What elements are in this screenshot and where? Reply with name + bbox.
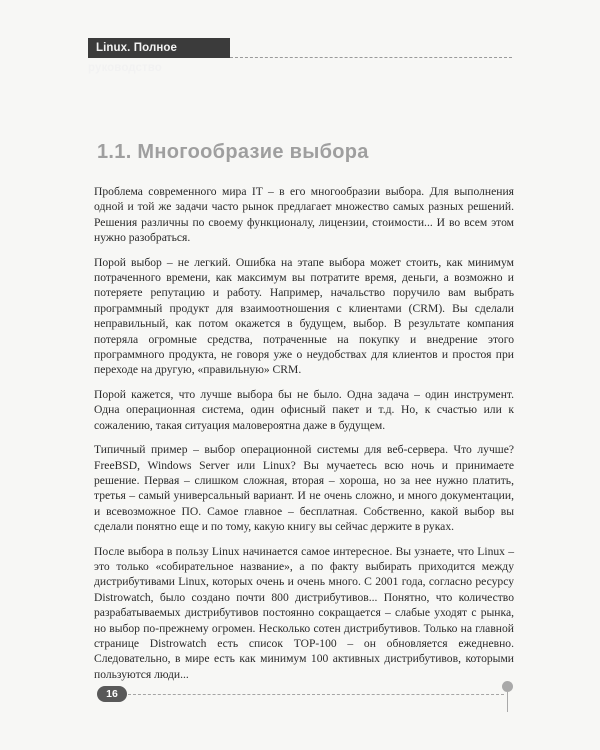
body-text	[94, 184, 514, 691]
footer-dot-ornament	[502, 681, 513, 692]
paragraph-2: Порой выбор – не легкий. Ошибка на этапе выбора может стоить, как минимум потраченного времени, как максимум вы потратите время, деньги, а возможно и потеряете репутацию и работу. Например, начальство поручило вам выбрать программный продукт для взаимоотношения с клиентами (CRM). Вы сделали неправильный, как потом окажется в будущем, выбор. В результате компания потеряла огромные средства, потраченные на покупку и внедрение этого программного продукта, не говоря уже о неудобствах для клиентов и простоя при переходе на другую, «правильную» CRM.	[94, 255, 514, 377]
paragraph-3: Порой кажется, что лучше выбора бы не было. Одна задача – один инструмент. Одна операционная система, один офисный пакет и т.д. Но, к счастью или к сожалению, такая ситуация маловероятна даже в будущем.	[94, 387, 514, 432]
paragraph-1: Проблема современного мира IT – в его многообразии выбора. Для выполнения одной и той же задачи часто рынок предлагает множество самых разных решений. Решения различны по своему функционалу, лицензии, стоимости... И во всем этом нужно разобраться.	[94, 185, 514, 245]
page-number-badge: 16	[97, 686, 127, 702]
running-header: Linux. Полное руководство	[88, 38, 230, 58]
section-title: 1.1. Многообразие выбора	[97, 141, 369, 163]
header-divider	[230, 57, 512, 58]
footer-divider	[128, 694, 504, 695]
paragraph-4: Типичный пример – выбор операционной системы для веб-сервера. Что лучше? FreeBSD, Windows Server или Linux? Вы мучаетесь всю ночь и принимаете решение. Первая – слишком сложная, вторая – хороша, но за нее нужно платить, третья – самый универсальный вариант. И не очень сложно, и много документации, и всевозможное ПО. Самое главное – бесплатная. Собственно, какой выбор вы сделали понятно еще и по тому, какую книгу вы сейчас держите в руках.	[94, 443, 514, 534]
footer-stem-ornament	[507, 692, 508, 712]
paragraph-5: После выбора в пользу Linux начинается самое интересное. Вы узнаете, что Linux – это только «собирательное название», а по факту выбирать приходится между дистрибутивами Linux, которых очень и очень много. С 2001 года, согласно ресурсу Distrowatch, было создано почти 800 дистрибутивов... Понятно, что количество разрабатываемых дистрибутивов постоянно сокращается – слабые уходят с рынка, но выбор по-прежнему огромен. Несколько сотен дистрибутивов. Только на главной странице Distrowatch есть список TOP-100 – он обновляется ежедневно. Следовательно, в мире есть как минимум 100 активных дистрибутивов, которыми пользуются люди...	[94, 544, 514, 681]
